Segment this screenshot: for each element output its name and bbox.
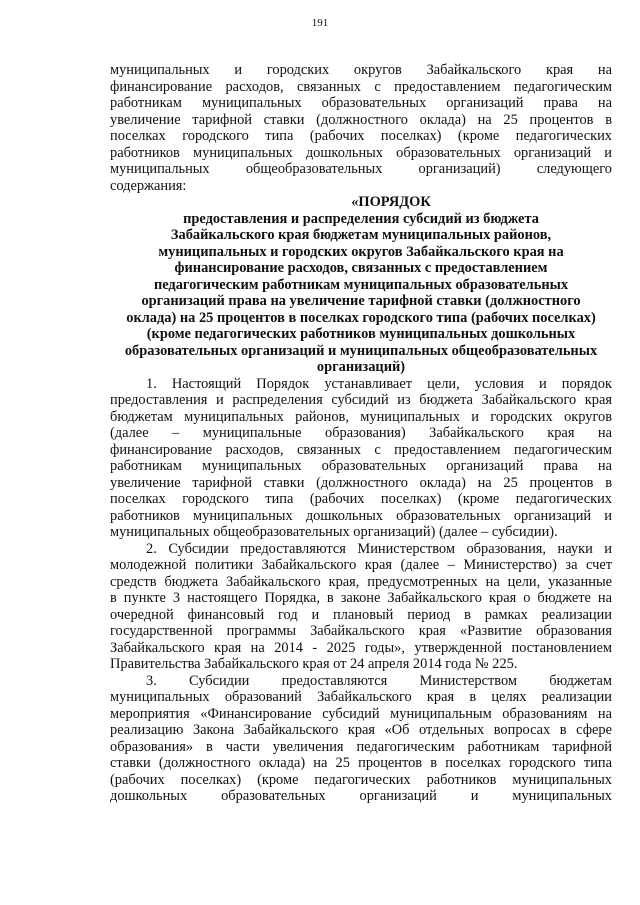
paragraph-3 bbox=[110, 673, 612, 805]
title-line: финансирование расходов, связанных с предоставлением bbox=[174, 260, 548, 276]
text-line: государственной программы Забайкальского края «Развитие образования bbox=[110, 623, 612, 639]
paragraph-1 bbox=[110, 376, 612, 541]
text-line: увеличение тарифной ставки (должностного оклада) на 25 процентов в bbox=[110, 474, 612, 491]
document-title bbox=[110, 194, 612, 376]
intro-paragraph bbox=[110, 62, 612, 194]
title-line: Забайкальского края бюджетам муниципальных районов, bbox=[170, 227, 552, 243]
text-line: поселках городского типа (рабочих поселках) (кроме педагогических bbox=[110, 128, 612, 144]
title-line: педагогическим работникам муниципальных образовательных bbox=[153, 276, 569, 293]
text-line: ставки (должностного оклада) на 25 процентов в поселках городского типа bbox=[110, 755, 612, 771]
text-line: (далее – муниципальные образования) Забайкальского края на bbox=[110, 425, 612, 441]
text-line: бюджетам муниципальных районов, муниципальных и городских округов bbox=[110, 408, 612, 425]
title-line: муниципальных и городских округов Забайкальского края на bbox=[158, 243, 564, 260]
title-line: оклада) на 25 процентов в поселках городского типа (рабочих поселках) bbox=[126, 309, 596, 326]
title-line: организаций) bbox=[316, 359, 406, 375]
text-line: работников муниципальных дошкольных образовательных организаций и bbox=[110, 144, 612, 161]
text-line: финансирование расходов, связанных с предоставлением педагогическим bbox=[110, 78, 612, 95]
text-line: средств бюджета Забайкальского края, предусмотренных на цели, указанные bbox=[110, 573, 612, 590]
title-line: предоставления и распределения субсидий из бюджета bbox=[183, 210, 539, 227]
text-line: в пункте 3 настоящего Порядка, в законе Забайкальского края о бюджете на bbox=[110, 590, 612, 606]
text-line: Правительства Забайкальского края от 24 апреля 2014 года № 225. bbox=[110, 656, 518, 672]
text-line: работникам муниципальных образовательных организаций права на bbox=[110, 458, 612, 474]
text-line: муниципальных общеобразовательных организаций) следующего bbox=[110, 161, 612, 177]
text-line: работникам муниципальных образовательных организаций права на bbox=[110, 95, 612, 111]
title-line: образовательных организаций и муниципальных общеобразовательных bbox=[124, 342, 598, 359]
text-line: муниципальных образований Забайкальского края в целях реализации bbox=[110, 689, 612, 705]
page-number: 191 bbox=[311, 17, 329, 29]
title-line: организаций права на увеличение тарифной ставки (должностного bbox=[141, 293, 581, 309]
text-line: дошкольных образовательных организаций и муниципальных bbox=[110, 788, 612, 804]
text-line: молодежной политики Забайкальского края (далее – Министерство) за счет bbox=[110, 557, 612, 573]
text-line: мероприятия «Финансирование субсидий муниципальным образованиям на bbox=[110, 705, 612, 722]
text-line: работников муниципальных дошкольных образовательных организаций и bbox=[110, 507, 612, 524]
text-line: Забайкальского края на 2014 - 2025 годы», утвержденной постановлением bbox=[110, 639, 612, 656]
text-line: муниципальных общеобразовательных организаций) (далее – субсидии). bbox=[110, 524, 558, 540]
text-line: реализацию Закона Забайкальского края «Об отдельных вопросах в сфере bbox=[110, 722, 612, 738]
text-line: предоставления и распределения субсидий из бюджета Забайкальского края bbox=[110, 392, 612, 408]
text-line: финансирование расходов, связанных с предоставлением педагогическим bbox=[110, 441, 612, 458]
text-line: (рабочих поселках) (кроме педагогических работников муниципальных bbox=[110, 771, 612, 788]
text-line: 1. Настоящий Порядок устанавливает цели, условия и порядок bbox=[146, 375, 612, 392]
text-line: очередной финансовый год и плановый период в рамках реализации bbox=[110, 606, 612, 623]
text-line: увеличение тарифной ставки (должностного оклада) на 25 процентов в bbox=[110, 111, 612, 128]
text-line: 2. Субсидии предоставляются Министерством образования, науки и bbox=[146, 540, 612, 557]
text-line: образования» в части увеличения педагогическим работникам тарифной bbox=[110, 738, 612, 755]
text-line: 3. Субсидии предоставляются Министерством бюджетам bbox=[146, 672, 612, 689]
document-body bbox=[110, 62, 612, 805]
title-line: (кроме педагогических работников муниципальных дошкольных bbox=[146, 326, 576, 342]
text-line: муниципальных и городских округов Забайкальского края на bbox=[110, 62, 612, 78]
paragraph-2 bbox=[110, 541, 612, 673]
text-line: поселках городского типа (рабочих поселках) (кроме педагогических bbox=[110, 491, 612, 507]
text-line: содержания: bbox=[110, 177, 187, 194]
title-main: «ПОРЯДОК bbox=[351, 194, 431, 210]
